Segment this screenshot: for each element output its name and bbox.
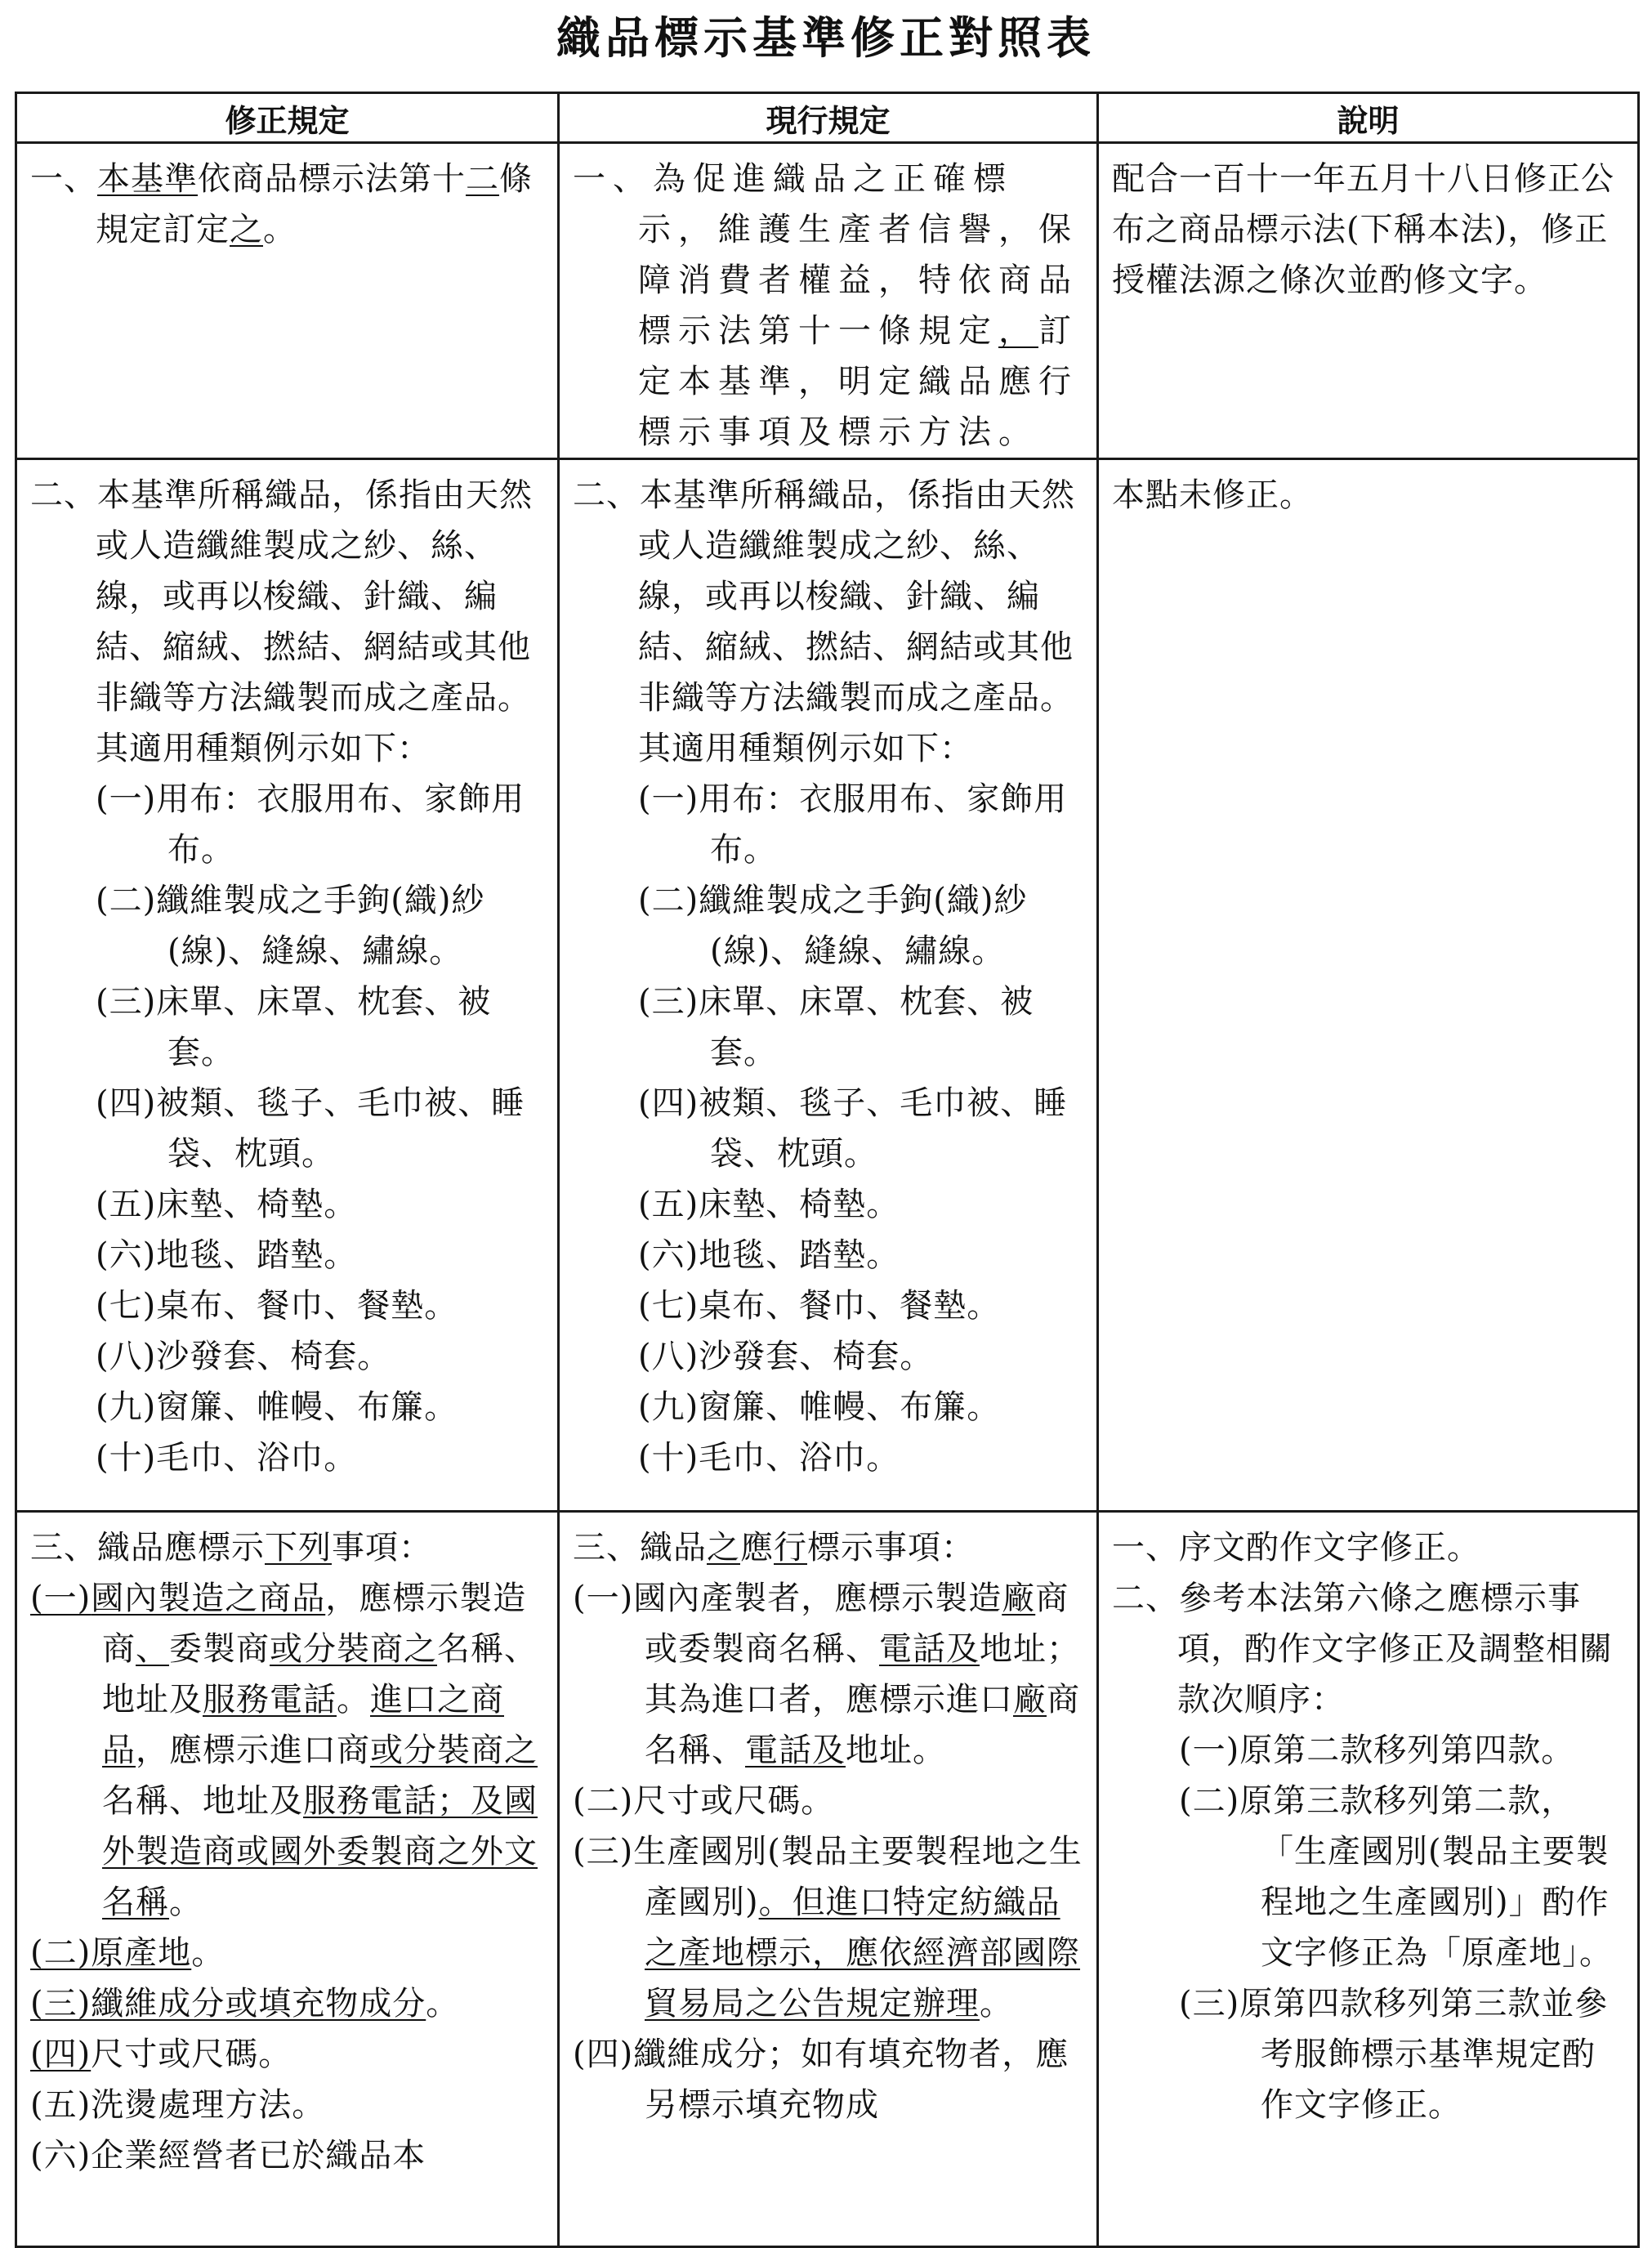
- row3-amended-item3: (三)纖維成分或填充物成分。: [30, 1985, 460, 2022]
- row3-explanation-cell: [1098, 1512, 1639, 2247]
- list-item: (一)用布：衣服用布、家飾用布。: [638, 780, 1068, 869]
- list-item: (九)窗簾、帷幔、布簾。: [96, 1388, 458, 1426]
- row3-explanation-p1: 一、序文酌作文字修正。: [1112, 1529, 1480, 1566]
- list-item: (十)毛巾、浴巾。: [638, 1439, 900, 1477]
- list-item: (十)毛巾、浴巾。: [96, 1439, 358, 1477]
- row1-explanation-text: 配合一百十一年五月十八日修正公布之商品標示法(下稱本法)，修正授權法源之條次並酌修文字。: [1112, 160, 1614, 299]
- list-item: (三)原第四款移列第三款並參考服飾標示基準規定酌作文字修正。: [1179, 1985, 1609, 2124]
- row2-current-lead: 二、本基準所稱織品，係指由天然或人造纖維製成之紗、絲、線，或再以梭織、針織、編結、縮絨、撚結、網結或其他非織等方法織製而成之產品。: [573, 476, 1075, 717]
- list-item: (四)被類、毯子、毛巾被、睡袋、枕頭。: [638, 1084, 1068, 1173]
- document-title: 織品標示基準修正對照表: [556, 12, 1096, 64]
- row2-amended-lead: 二、本基準所稱織品，係指由天然或人造纖維製成之紗、絲、線，或再以梭織、針織、編結、縮絨、撚結、網結或其他非織等方法織製而成之產品。: [30, 476, 533, 717]
- header-explanation: 說明: [1098, 93, 1639, 143]
- table-row: [16, 1512, 1639, 2247]
- row3-amended-item4: (四)尺寸或尺碼。: [30, 2036, 292, 2073]
- row3-explanation-p2: 二、參考本法第六條之應標示事項，酌作文字修正及調整相關款次順序：: [1112, 1580, 1613, 1718]
- list-item: (七)桌布、餐巾、餐墊。: [96, 1287, 458, 1325]
- row3-amended-item2: (二)原產地。: [30, 1934, 225, 1972]
- row3-current-cell: [559, 1512, 1098, 2247]
- list-item: (七)桌布、餐巾、餐墊。: [638, 1287, 1001, 1325]
- list-item: (二)纖維製成之手鉤(織)紗(線)、縫線、繡線。: [96, 882, 485, 970]
- row3-amended-cell: [16, 1512, 559, 2247]
- comparison-table: [15, 92, 1640, 2248]
- row3-amended-item1: (一)國內製造之商品，應標示製造商、委製商或分裝商之名稱、地址及服務電話。進口之商品，應標示進口商或分裝商之名稱、地址及服務電話；及國外製造商或國外委製商之外文名稱。: [30, 1580, 538, 1921]
- row2-amended-cell: [16, 459, 559, 1512]
- row3-current-item4: (四)纖維成分；如有填充物者，應另標示填充物成: [573, 2036, 1069, 2124]
- row2-amended-intro: 其適用種類例示如下：: [96, 730, 431, 767]
- row3-current-item1: (一)國內產製者，應標示製造廠商或委製商名稱、電話及地址；其為進口者，應標示進口廠商名稱、電話及地址。: [573, 1580, 1080, 1769]
- header-amended: 修正規定: [16, 93, 559, 143]
- row1-amended-cell: [16, 143, 559, 459]
- table-row: [16, 143, 1639, 459]
- list-item: (九)窗簾、帷幔、布簾。: [638, 1388, 1001, 1426]
- row2-current-intro: 其適用種類例示如下：: [638, 730, 973, 767]
- list-item: (二)原第三款移列第二款，「生產國別(製品主要製程地之生產國別)」酌作文字修正為「原產地」。: [1179, 1782, 1613, 1972]
- row3-amended-lead: 三、織品應標示下列事項：: [30, 1529, 432, 1566]
- list-item: (一)原第二款移列第四款。: [1179, 1732, 1575, 1769]
- list-item: (二)纖維製成之手鉤(織)紗(線)、縫線、繡線。: [638, 882, 1028, 970]
- row3-current-item2: (二)尺寸或尺碼。: [573, 1782, 835, 1820]
- list-item: (四)被類、毯子、毛巾被、睡袋、枕頭。: [96, 1084, 525, 1173]
- row3-amended-item5: (五)洗燙處理方法。: [30, 2086, 326, 2124]
- list-item: (一)用布：衣服用布、家飾用布。: [96, 780, 525, 869]
- row1-current-cell: [559, 143, 1098, 459]
- list-item: (八)沙發套、椅套。: [96, 1338, 391, 1375]
- header-row: [16, 93, 1639, 143]
- row1-amended-text: 一、本基準依商品標示法第十二條規定訂定之。: [30, 160, 533, 248]
- row3-current-item3: (三)生產國別(製品主要製程地之生產國別)。但進口特定紡織品之產地標示，應依經濟部國際貿易局之公告規定辦理。: [573, 1833, 1083, 2022]
- list-item: (六)地毯、踏墊。: [96, 1236, 358, 1274]
- row2-explanation-cell: [1098, 459, 1639, 1512]
- table-row: [16, 459, 1639, 1512]
- list-item: (三)床單、床罩、枕套、被套。: [638, 983, 1034, 1071]
- list-item: (五)床墊、椅墊。: [638, 1186, 900, 1223]
- list-item: (三)床單、床罩、枕套、被套。: [96, 983, 492, 1071]
- row2-explanation-text: 本點未修正。: [1112, 476, 1313, 514]
- list-item: (八)沙發套、椅套。: [638, 1338, 934, 1375]
- row1-explanation-cell: [1098, 143, 1639, 459]
- row3-current-lead: 三、織品之應行標示事項：: [573, 1529, 975, 1566]
- row1-current-text: 一、為促進織品之正確標示，維護生產者信譽，保障消費者權益，特依商品標示法第十一條規定，訂定本基準，明定織品應行標示事項及標示方法。: [573, 160, 1078, 451]
- list-item: (六)地毯、踏墊。: [638, 1236, 900, 1274]
- row2-current-cell: [559, 459, 1098, 1512]
- header-current: 現行規定: [559, 93, 1098, 143]
- list-item: (五)床墊、椅墊。: [96, 1186, 358, 1223]
- row3-amended-item6: (六)企業經營者已於織品本: [30, 2137, 426, 2174]
